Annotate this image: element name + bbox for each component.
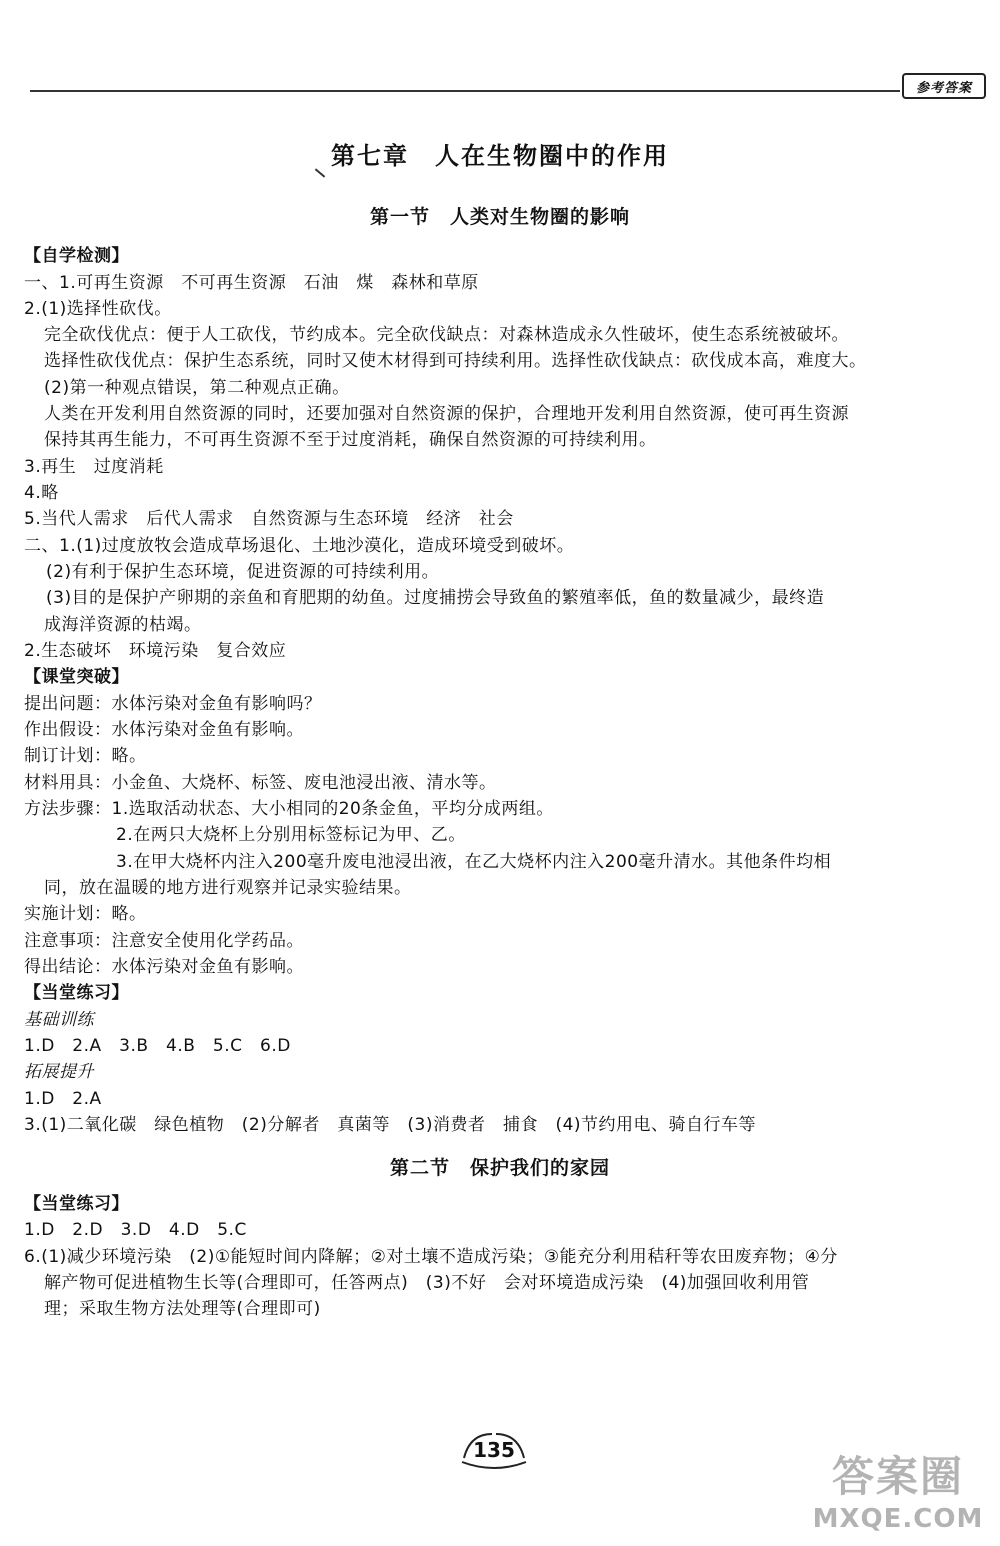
answer-line: 5.当代人需求 后代人需求 自然资源与生态环境 经济 社会 xyxy=(24,509,514,529)
answer-line: 理；采取生物方法处理等(合理即可) xyxy=(44,1299,321,1319)
answer-line: 注意事项：注意安全使用化学药品。 xyxy=(24,931,304,951)
answer-line: 材料用具：小金鱼、大烧杯、标签、废电池浸出液、清水等。 xyxy=(24,773,497,793)
answer-line: (3)目的是保护产卵期的亲鱼和育肥期的幼鱼。过度捕捞会导致鱼的繁殖率低，鱼的数量减少，最终造 xyxy=(46,588,825,608)
answer-line: 一、1.可再生资源 不可再生资源 石油 煤 森林和草原 xyxy=(24,273,479,293)
answer-line: 1.D 2.D 3.D 4.D 5.C xyxy=(24,1220,247,1240)
subheading-extension: 拓展提升 xyxy=(24,1062,94,1082)
site-watermark xyxy=(808,1444,988,1534)
answer-line: 成海洋资源的枯竭。 xyxy=(44,615,202,635)
answer-line: 6.(1)减少环境污染 (2)①能短时间内降解；②对土壤不造成污染；③能充分利用秸秆等农田废弃物；④分 xyxy=(24,1247,838,1267)
answer-line: 人类在开发利用自然资源的同时，还要加强对自然资源的保护，合理地开发利用自然资源，使可再生资源 xyxy=(44,404,849,424)
answer-line: 解产物可促进植物生长等(合理即可，任答两点) (3)不好 会对环境造成污染 (4)加强回收利用管 xyxy=(44,1273,810,1293)
answer-line: 保持其再生能力，不可再生资源不至于过度消耗，确保自然资源的可持续利用。 xyxy=(44,430,657,450)
answer-line: (2)有利于保护生态环境，促进资源的可持续利用。 xyxy=(46,562,440,582)
header-rule xyxy=(30,90,900,92)
answer-line: 3.在甲大烧杯内注入200毫升废电池浸出液，在乙大烧杯内注入200毫升清水。其他条件均相 xyxy=(116,852,832,872)
page-number-text: 135 xyxy=(473,1438,515,1462)
chapter-title: 第七章 人在生物圈中的作用 xyxy=(331,142,669,170)
section-1-title: 第一节 人类对生物圈的影响 xyxy=(369,206,630,228)
answer-line: 2.(1)选择性砍伐。 xyxy=(24,299,172,319)
subheading-basic-training: 基础训练 xyxy=(24,1010,94,1030)
answer-line: 1.D 2.A 3.B 4.B 5.C 6.D xyxy=(24,1036,291,1056)
answer-line: 完全砍伐优点：便于人工砍伐，节约成本。完全砍伐缺点：对森林造成永久性破坏，使生态系统被破坏。 xyxy=(44,325,849,345)
answer-line: 提出问题：水体污染对金鱼有影响吗？ xyxy=(24,694,322,714)
answer-line: 2.在两只大烧杯上分别用标签标记为甲、乙。 xyxy=(116,825,466,845)
heading-class-breakthrough: 【课堂突破】 xyxy=(24,667,129,687)
page-number xyxy=(452,1428,536,1472)
section-2-title: 第二节 保护我们的家园 xyxy=(389,1157,610,1179)
heading-in-class-practice: 【当堂练习】 xyxy=(24,983,129,1003)
answer-line: 1.D 2.A xyxy=(24,1089,102,1109)
answer-line: 选择性砍伐优点：保护生态系统，同时又使木材得到可持续利用。选择性砍伐缺点：砍伐成本高，难度大。 xyxy=(44,351,867,371)
answer-line: 4.略 xyxy=(24,483,59,503)
answer-line: 同，放在温暖的地方进行观察并记录实验结果。 xyxy=(44,878,412,898)
answer-line: (2)第一种观点错误，第二种观点正确。 xyxy=(44,378,350,398)
answer-line: 实施计划：略。 xyxy=(24,904,147,924)
answer-line: 作出假设：水体污染对金鱼有影响。 xyxy=(24,720,304,740)
answer-line: 制订计划：略。 xyxy=(24,746,147,766)
watermark-domain-text: MXQE.COM xyxy=(812,1504,984,1534)
watermark-logo-text: 答案圈 xyxy=(831,1452,964,1501)
answer-key-tag: 参考答案 xyxy=(902,73,986,99)
heading-in-class-practice: 【当堂练习】 xyxy=(24,1194,129,1214)
answer-line: 二、1.(1)过度放牧会造成草场退化、土地沙漠化，造成环境受到破坏。 xyxy=(24,536,575,556)
answer-line: 方法步骤：1.选取活动状态、大小相同的20条金鱼，平均分成两组。 xyxy=(24,799,554,819)
answer-line: 3.(1)二氧化碳 绿色植物 (2)分解者 真菌等 (3)消费者 捕食 (4)节约用电、骑自行车等 xyxy=(24,1115,757,1135)
heading-self-check: 【自学检测】 xyxy=(24,246,129,266)
answer-line: 得出结论：水体污染对金鱼有影响。 xyxy=(24,957,304,977)
answer-line: 3.再生 过度消耗 xyxy=(24,457,164,477)
answer-line: 2.生态破坏 环境污染 复合效应 xyxy=(24,641,287,661)
